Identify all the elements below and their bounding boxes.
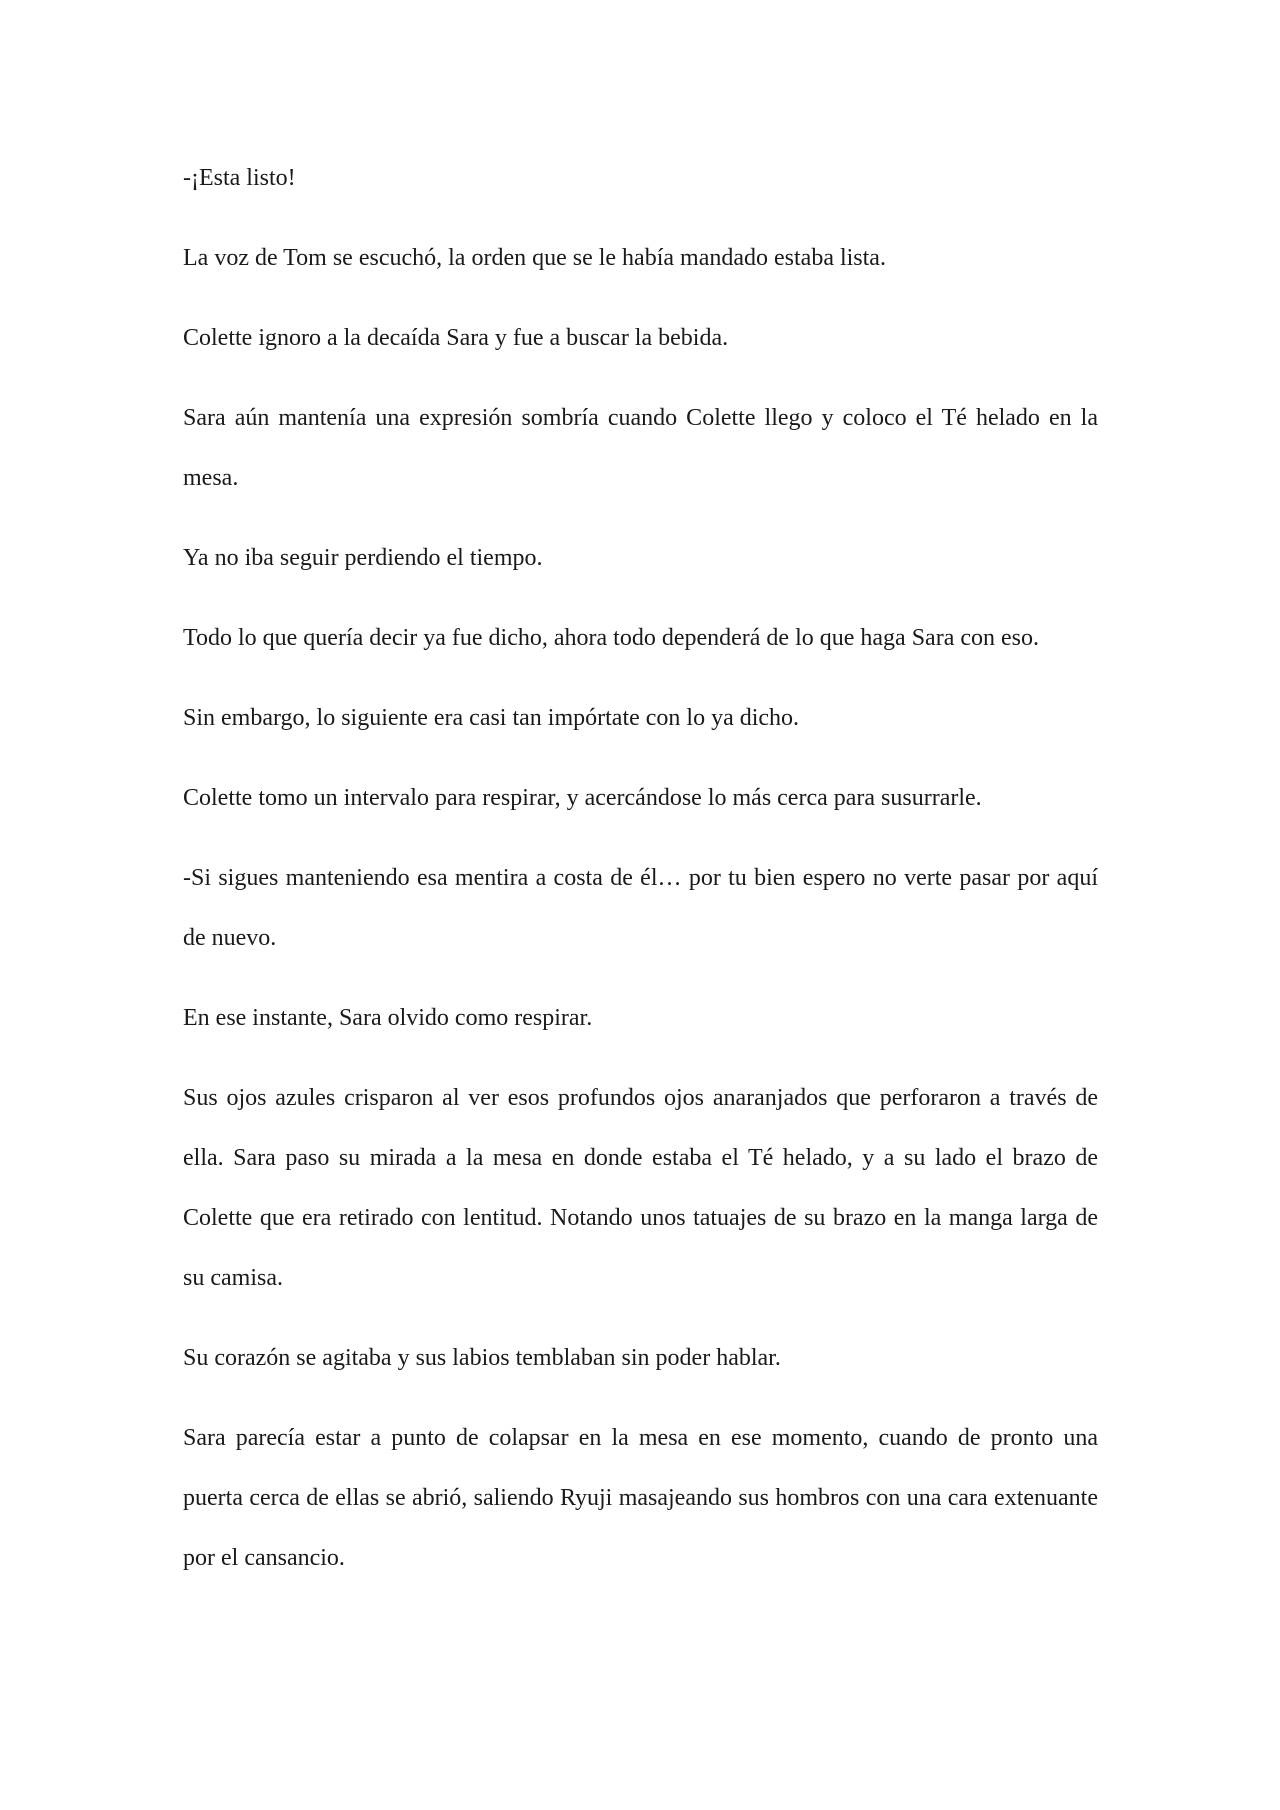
paragraph: -Si sigues manteniendo esa mentira a costa de él… por tu bien espero no verte pasar por aquí de nuevo. — [183, 865, 1098, 951]
paragraph: Sus ojos azules crisparon al ver esos profundos ojos anaranjados que perforaron a través de ella. Sara paso su mirada a la mesa en donde estaba el Té helado, y a su lado el brazo de Colette que era retirado con lentitud. Notando unos tatuajes de su brazo en la manga larga de su camisa. — [183, 1085, 1098, 1291]
paragraph: Ya no iba seguir perdiendo el tiempo. — [183, 545, 543, 571]
document-body — [183, 148, 1098, 1608]
paragraph: Todo lo que quería decir ya fue dicho, ahora todo dependerá de lo que haga Sara con eso. — [183, 625, 1039, 651]
paragraph: -¡Esta listo! — [183, 165, 296, 191]
paragraph: Colette ignoro a la decaída Sara y fue a buscar la bebida. — [183, 325, 729, 351]
paragraph: Sin embargo, lo siguiente era casi tan impórtate con lo ya dicho. — [183, 705, 800, 731]
paragraph: La voz de Tom se escuchó, la orden que se le había mandado estaba lista. — [183, 245, 886, 271]
paragraph: Sara aún mantenía una expresión sombría cuando Colette llego y coloco el Té helado en la mesa. — [183, 405, 1098, 491]
paragraph: Sara parecía estar a punto de colapsar en la mesa en ese momento, cuando de pronto una puerta cerca de ellas se abrió, saliendo Ryuji masajeando sus hombros con una cara extenuante por el cansancio. — [183, 1425, 1098, 1571]
paragraph: En ese instante, Sara olvido como respirar. — [183, 1005, 593, 1031]
paragraph: Colette tomo un intervalo para respirar, y acercándose lo más cerca para susurrarle. — [183, 785, 982, 811]
paragraph: Su corazón se agitaba y sus labios temblaban sin poder hablar. — [183, 1345, 781, 1371]
